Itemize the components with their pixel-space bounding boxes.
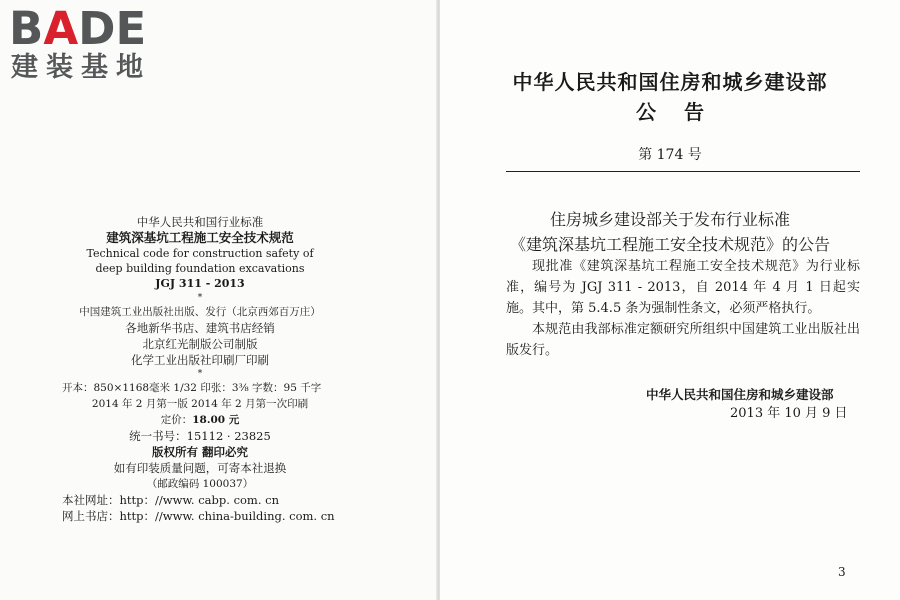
print-specs: 开本：850×1168毫米 1/32 印张：3⅜ 字数：95 千字 — [62, 382, 322, 394]
price — [70, 412, 330, 428]
heading-line2: 《建筑深基坑工程施工安全技术规范》的公告 — [509, 235, 830, 254]
logo-letter: A — [43, 2, 79, 55]
heading-line1: 住房城乡建设部关于发布行业标准 — [549, 210, 790, 229]
publisher: 中国建筑工业出版社出版、发行（北京西郊百万庄） — [79, 306, 321, 318]
announcement-number: 第 174 号 — [638, 147, 702, 163]
distributor: 各地新华书店、建筑书店经销 — [125, 321, 275, 335]
page-number: 3 — [838, 565, 846, 579]
header-rule — [506, 171, 860, 172]
price-value: 18.00 元 — [192, 414, 240, 426]
signature-agency: 中华人民共和国住房和城乡建设部 — [646, 387, 834, 402]
price-label: 定价： — [160, 414, 193, 426]
website: 本社网址：http：//www. cabp. com. cn — [62, 493, 279, 507]
standard-code: JGJ 311 - 2013 — [155, 277, 245, 290]
standard-type: 中华人民共和国行业标准 — [136, 215, 264, 229]
edition: 2014 年 2 月第一版 2014 年 2 月第一次印刷 — [91, 398, 309, 410]
printer: 化学工业出版社印刷厂印刷 — [131, 353, 269, 367]
logo-letter: E — [115, 2, 147, 55]
return-notice: 如有印装质量问题，可寄本社退换 — [113, 461, 287, 475]
announcement-heading — [440, 207, 900, 257]
rights: 版权所有 翻印必究 — [151, 445, 248, 459]
title-cn: 建筑深基坑工程施工安全技术规范 — [106, 230, 294, 245]
colophon — [62, 214, 335, 524]
announcement-body — [506, 256, 860, 361]
logo-letter: B — [9, 2, 44, 55]
separator-2: * — [197, 369, 203, 379]
title-en-line2: deep building foundation excavations — [95, 262, 305, 275]
logo-letter: D — [78, 2, 116, 55]
separator: * — [197, 293, 203, 303]
postcode: （邮政编码 100037） — [146, 478, 254, 490]
signature-date: 2013 年 10 月 9 日 — [730, 406, 848, 421]
logo-subtitle: 建装基地 — [11, 52, 151, 83]
bade-logo — [9, 2, 174, 86]
announcement-agency: 中华人民共和国住房和城乡建设部 — [512, 70, 828, 94]
online-bookstore: 网上书店：http：//www. china-building. com. cn — [62, 509, 335, 523]
typesetter: 北京红光制版公司制版 — [142, 337, 258, 351]
title-en-line1: Technical code for construction safety of — [86, 247, 314, 260]
announcement-title: 公告 — [636, 100, 732, 124]
body-paragraph-1: 现批准《建筑深基坑工程施工安全技术规范》为行业标准，编号为 JGJ 311 - 2013，自 2014 年 4 月 1 日起实施。其中，第 5.4.5 条为强制性条文，必须严格执行。 — [506, 259, 860, 316]
body-paragraph-2: 本规范由我部标准定额研究所组织中国建筑工业出版社出版发行。 — [506, 322, 860, 358]
isbn: 统一书号：15112 · 23825 — [129, 429, 271, 443]
logo-brand — [9, 2, 147, 55]
